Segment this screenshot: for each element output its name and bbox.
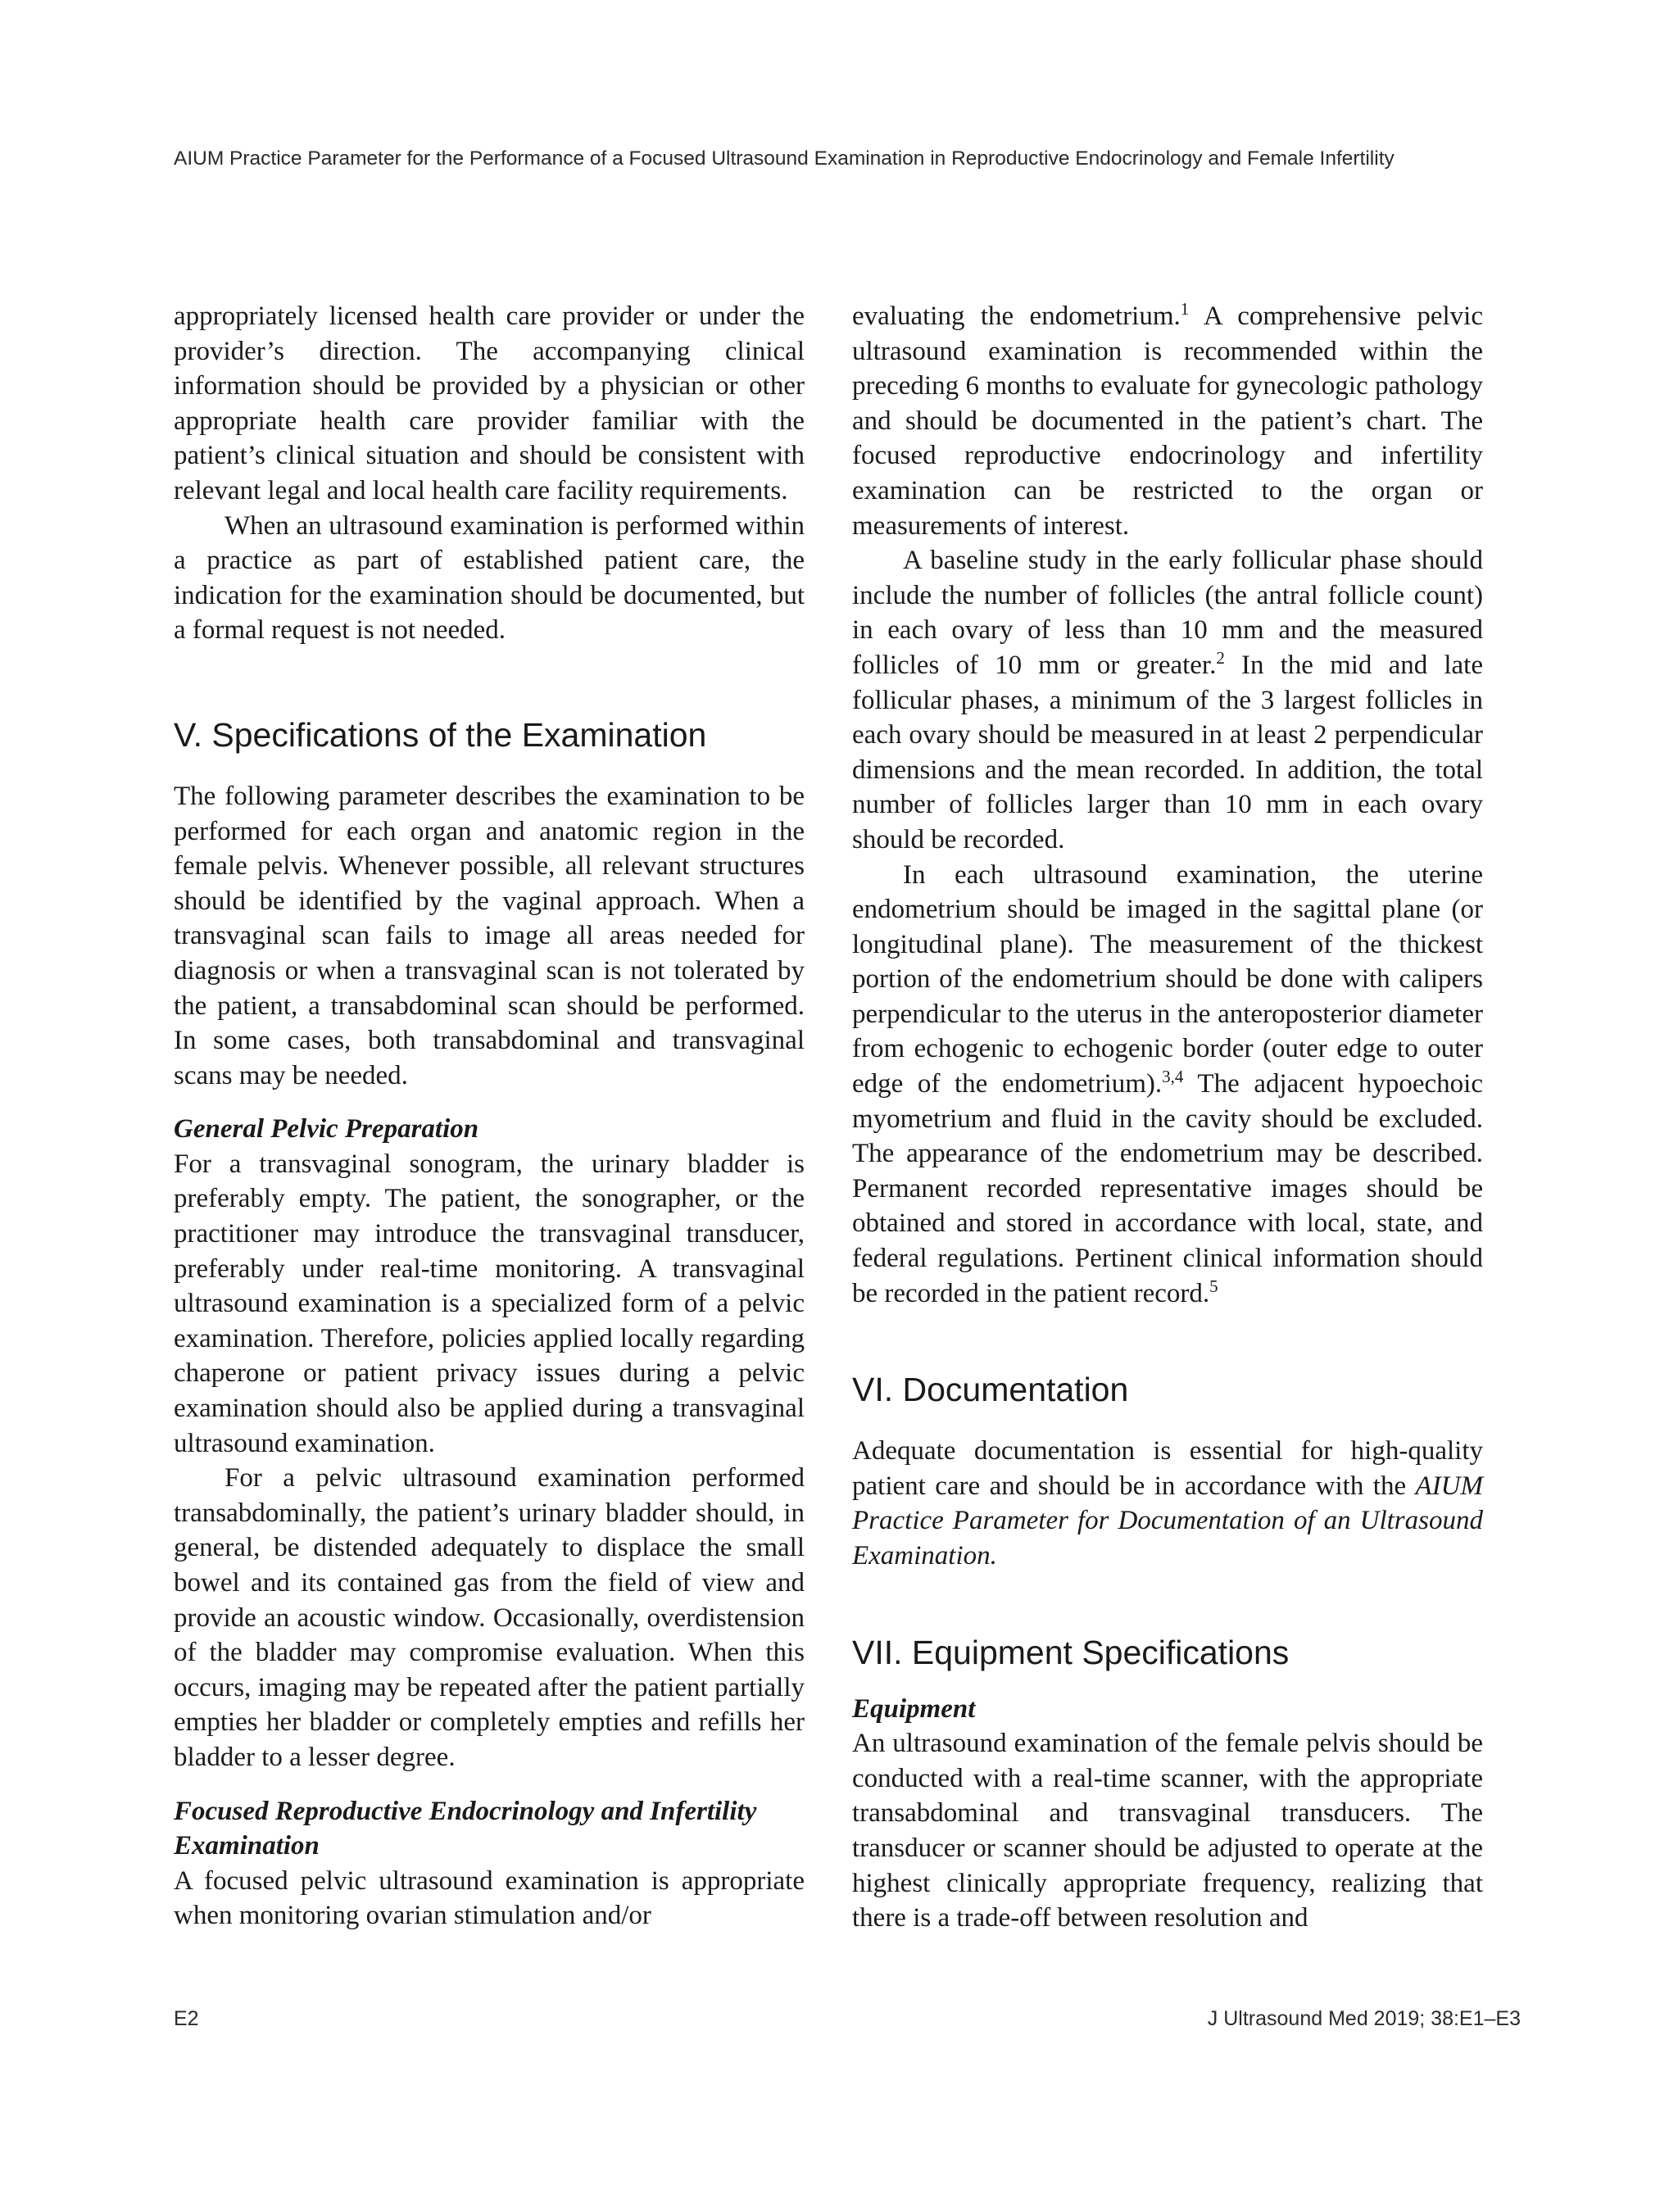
reference-superscript: 3,4	[1162, 1067, 1184, 1087]
text-run: Adequate documentation is essential for high-quality patient care and should be in accordance with the	[852, 1436, 1483, 1501]
running-head: AIUM Practice Parameter for the Performance of a Focused Ultrasound Examination in Reproductive Endocrinology and Female Infertility	[174, 147, 1395, 170]
paragraph: When an ultrasound examination is performed within a practice as part of established patient care, the indication for the examination should be documented, but a formal request is not needed.	[174, 510, 805, 646]
journal-citation: J Ultrasound Med 2019; 38:E1–E3	[1207, 2007, 1521, 2030]
page-number: E2	[174, 2007, 199, 2030]
text-run: In the mid and late follicular phases, a minimum of the 3 largest follicles in each ovary should be measured in at least 2 perpendicular dimensions and the mean recorded. In addition, the total number of follicles larger than 10 mm in each ovary should be recorded.	[852, 650, 1483, 854]
reference-superscript: 5	[1209, 1276, 1218, 1296]
paragraph	[852, 1434, 1483, 1573]
text-run: A comprehensive pelvic ultrasound examination is recommended within the preceding 6 months to evaluate for gynecologic pathology and should be documented in the patient’s chart. The focused reproductive endocrinology and infertility examination can be restricted to the organ or measurements of interest.	[852, 301, 1483, 541]
reference-superscript: 1	[1180, 299, 1190, 319]
text-run: A baseline study in the early follicular phase should include the number of follicles (the antral follicle count) in each ovary of less than 10 mm and the measured follicles of 10 mm or greater.	[852, 546, 1483, 680]
paragraph	[852, 543, 1483, 857]
paragraph: For a pelvic ultrasound examination performed transabdominally, the patient’s urinary bladder should, in general, be distended adequately to displace the small bowel and its contained gas from the field of view and provide an acoustic window. Occasionally, overdistension of the bladder may compromise evaluation. When this occurs, imaging may be repeated after the patient partially empties her bladder or completely empties and refills her bladder to a lesser degree.	[174, 1463, 805, 1772]
subheading-focused-examination: Focused Reproductive Endocrinology and Infertility Examination	[174, 1796, 757, 1861]
section-heading-v: V. Specifications of the Examination	[174, 715, 707, 754]
subheading-equipment: Equipment	[852, 1693, 976, 1724]
paragraph: The following parameter describes the examination to be performed for each organ and anatomic region in the female pelvis. Whenever possible, all relevant structures should be identified by the vaginal approach. When a transvaginal scan fails to image all areas needed for diagnosis or when a transvaginal scan is not tolerated by the patient, a transabdominal scan should be performed. In some cases, both transabdominal and transvaginal scans may be needed.	[174, 781, 805, 1090]
subheading-general-pelvic-preparation: General Pelvic Preparation	[174, 1114, 479, 1145]
paragraph: An ultrasound examination of the female pelvis should be conducted with a real-time scanner, with the appropriate transabdominal and transvaginal transducers. The transducer or scanner should be adjusted to operate at the highest clinically appropriate frequency, realizing that there is a trade-off between resolution and	[852, 1729, 1483, 1933]
paragraph	[852, 858, 1483, 1312]
left-column	[174, 299, 805, 1933]
text-run: The adjacent hypoechoic myometrium and fluid in the cavity should be excluded. The appearance of the endometrium may be described. Permanent recorded representative images should be obtained and stored in accordance with local, state, and federal regulations. Pertinent clinical information should be recorded in the patient record.	[852, 1069, 1484, 1308]
paragraph: For a transvaginal sonogram, the urinary bladder is preferably empty. The patient, the sonographer, or the practitioner may introduce the transvaginal transducer, preferably under real-time monitoring. A transvaginal ultrasound examination is a specialized form of a pelvic examination. Therefore, policies applied locally regarding chaperone or patient privacy issues during a pelvic examination should also be applied during a transvaginal ultrasound examination.	[174, 1149, 805, 1458]
right-column	[852, 299, 1483, 1936]
section-heading-vii: VII. Equipment Specifications	[852, 1633, 1290, 1671]
paragraph: appropriately licensed health care provider or under the provider’s direction. The accompanying clinical information should be provided by a physician or other appropriate health care provider familiar with the patient’s clinical situation and should be consistent with relevant legal and local health care facility requirements.	[174, 301, 805, 505]
paragraph	[852, 299, 1483, 543]
section-heading-vi: VI. Documentation	[852, 1371, 1129, 1409]
reference-superscript: 2	[1216, 647, 1225, 668]
italic-title: AIUM Practice Parameter for Documentation of an Ultrasound Examination.	[852, 1471, 1483, 1571]
text-run: evaluating the endometrium.	[852, 301, 1181, 331]
text-run: In each ultrasound examination, the uterine endometrium should be imaged in the sagittal plane (or longitudinal plane). The measurement of the thickest portion of the endometrium should be done with calipers perpendicular to the uterus in the anteroposterior diameter from echogenic to echogenic border (outer edge to outer edge of the endometrium).	[852, 859, 1483, 1099]
paragraph: A focused pelvic ultrasound examination is appropriate when monitoring ovarian stimulation and/or	[174, 1865, 805, 1931]
